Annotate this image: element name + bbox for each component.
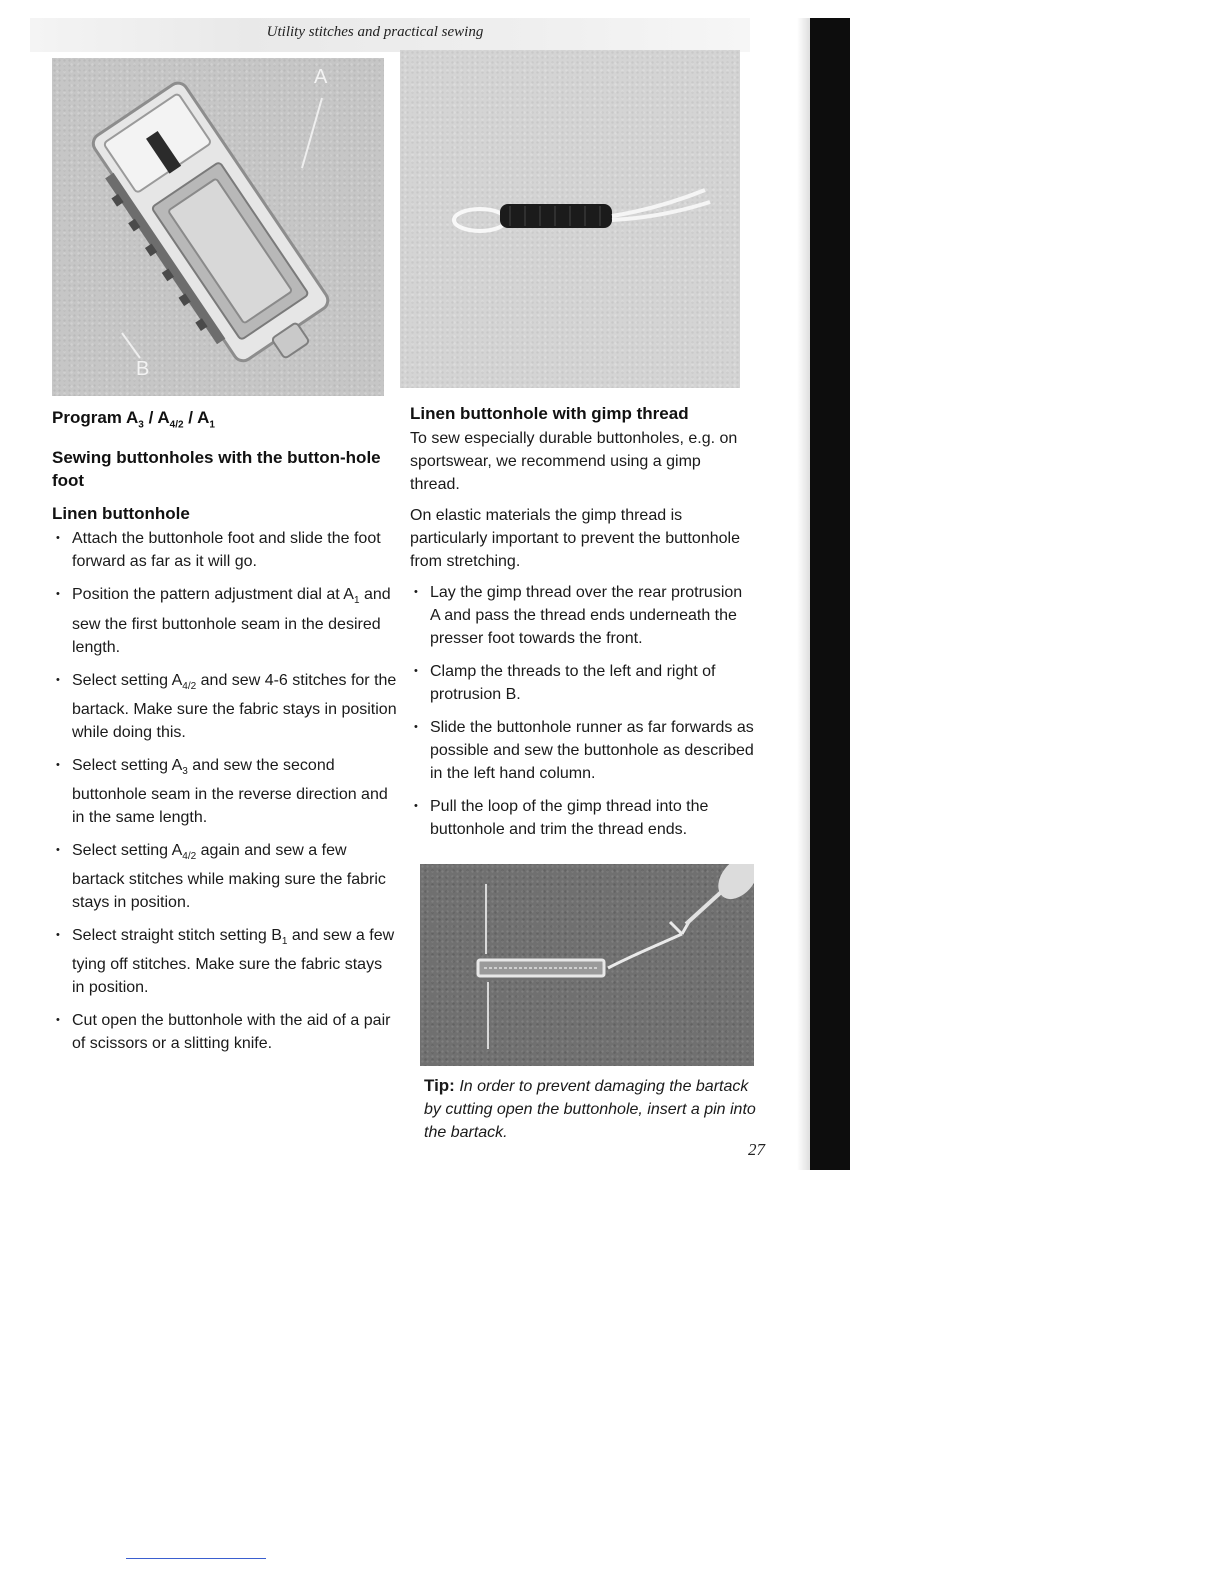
- list-item: • Lay the gimp thread over the rear protrusion A and pass the thread ends underneath the presser foot towards the front.: [410, 581, 755, 650]
- gimp-section-title: Linen buttonhole with gimp thread: [410, 404, 689, 423]
- tip-note: [424, 1074, 762, 1144]
- gimp-thread-illustration: [400, 50, 740, 388]
- seam-ripper-illustration: [420, 864, 754, 1066]
- list-item: • Select straight stitch setting $B_1$ and sew a few tying off stitches. Make sure the fabric stays in position.: [52, 924, 398, 999]
- right-column: [410, 402, 755, 851]
- scan-edge-shadow: [797, 18, 810, 1170]
- instruction-list: [52, 527, 398, 1055]
- list-item: • Select setting $A_{4/2}$ again and sew a few bartack stitches while making sure the fabric stays in position.: [52, 839, 398, 914]
- list-item: • Clamp the threads to the left and right of protrusion B.: [410, 660, 755, 706]
- presser-foot-illustration: [52, 58, 384, 396]
- list-item: • Cut open the buttonhole with the aid of a pair of scissors or a slitting knife.: [52, 1009, 398, 1055]
- intro-paragraph: On elastic materials the gimp thread is particularly important to prevent the buttonhole from stretching.: [410, 507, 740, 570]
- tip-text: In order to prevent damaging the bartack by cutting open the buttonhole, insert a pin into the bartack.: [424, 1078, 756, 1141]
- list-item: • Attach the buttonhole foot and slide the foot forward as far as it will go.: [52, 527, 398, 573]
- label-b: B: [136, 358, 150, 380]
- running-head: Utility stitches and practical sewing: [266, 24, 484, 40]
- intro-paragraph: To sew especially durable buttonholes, e.g. on sportswear, we recommend using a gimp thread.: [410, 430, 738, 493]
- presser-foot-photo: [52, 58, 384, 396]
- page-number: 27: [748, 1140, 765, 1159]
- list-item: • Slide the buttonhole runner as far forwards as possible and sew the buttonhole as described in the left hand column.: [410, 716, 755, 785]
- list-item: • Position the pattern adjustment dial at $A_1$ and sew the first buttonhole seam in the desired length.: [52, 583, 398, 658]
- gimp-instruction-list: [410, 581, 755, 841]
- list-item: • Pull the loop of the gimp thread into the buttonhole and trim the thread ends.: [410, 795, 755, 841]
- list-item: • Select setting $A_3$ and sew the second buttonhole seam in the reverse direction and in the same length.: [52, 754, 398, 829]
- scan-edge-bar: [810, 18, 850, 1170]
- label-a: A: [314, 66, 328, 88]
- seam-ripper-photo: [420, 864, 754, 1066]
- subsection-title: Linen buttonhole: [52, 504, 190, 524]
- list-item: • Select setting $A_{4/2}$ and sew 4-6 stitches for the bartack. Make sure the fabric stays in position while doing this.: [52, 669, 398, 744]
- gimp-thread-photo: [400, 50, 740, 388]
- section-title: Sewing buttonholes with the button-hole foot: [52, 448, 381, 491]
- program-title: Program $A_3 / A_{4/2} / A_1$: [52, 408, 215, 431]
- left-column: [52, 406, 398, 1065]
- footnote-rule: [126, 1558, 266, 1559]
- tip-label: Tip:: [424, 1076, 455, 1095]
